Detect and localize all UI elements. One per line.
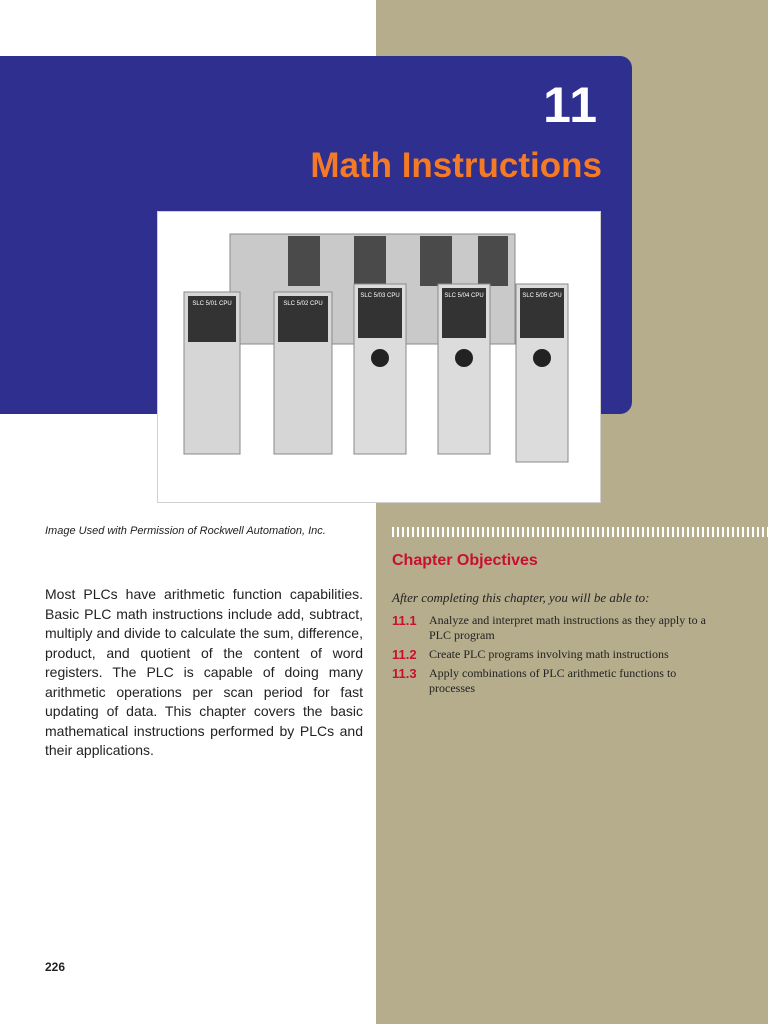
objective-number: 11.3 — [392, 666, 417, 681]
page-number: 226 — [45, 960, 66, 974]
intro-paragraph: Most PLCs have arithmetic function capabilities. Basic PLC math instructions include add, subtract, multiply and divide to calculate the sum, difference, product, and quotient of the content of word registers. The PLC is capable of doing many arithmetic operations per scan period for fast updating of data. This chapter covers the basic mathematical instructions performed by PLCs and their applications. — [45, 586, 363, 758]
objectives-list — [392, 613, 712, 700]
module-4-label: SLC 5/04 CPU — [444, 293, 484, 299]
objective-item — [392, 613, 712, 643]
objectives-heading: Chapter Objectives — [392, 552, 538, 569]
objective-item — [392, 647, 712, 662]
decorative-ruler — [392, 527, 768, 537]
image-credit: Image Used with Permission of Rockwell Automation, Inc. — [45, 525, 326, 537]
module-2-label: SLC 5/02 CPU — [283, 301, 323, 307]
objective-number: 11.2 — [392, 647, 417, 662]
module-1-label: SLC 5/01 CPU — [192, 301, 232, 307]
objective-text: Create PLC programs involving math instructions — [429, 647, 669, 661]
module-3-label: SLC 5/03 CPU — [360, 293, 400, 299]
objectives-intro: After completing this chapter, you will be able to: — [392, 590, 650, 605]
chapter-title: Math Instructions — [310, 146, 602, 185]
plc-modules-illustration — [158, 212, 600, 502]
plc-photo — [157, 211, 601, 503]
objective-text: Apply combinations of PLC arithmetic functions to processes — [429, 666, 677, 695]
objective-number: 11.1 — [392, 613, 417, 628]
chapter-number: 11 — [543, 77, 598, 133]
module-5-label: SLC 5/05 CPU — [522, 293, 562, 299]
objective-text: Analyze and interpret math instructions as they apply to a PLC program — [429, 613, 706, 642]
objective-item — [392, 666, 712, 696]
